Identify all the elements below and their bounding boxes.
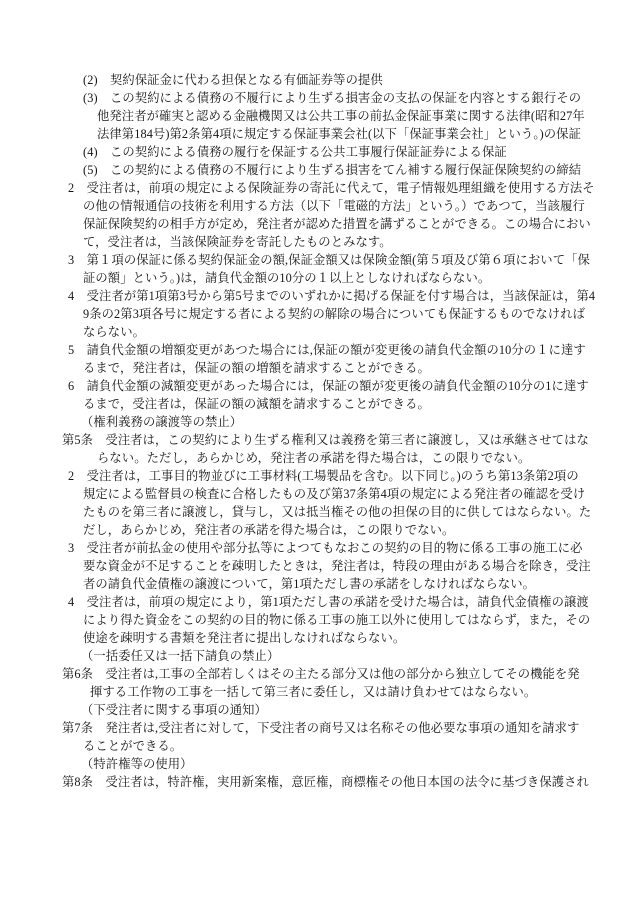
- document-line: 揮する工作物の工事を一括して第三者に委任し，又は請け負わせてはならない。: [90, 685, 537, 699]
- document-line: 者の請負代金債権の譲渡について，第1項ただし書の承諾をしなければならない。: [83, 577, 536, 591]
- document-line: 規定による監督員の検査に合格したもの及び第37条第4項の規定による発注者の確認を受け: [83, 487, 586, 501]
- document-line: ならない。: [83, 325, 145, 339]
- document-line: 法律第184号)第2条第4項に規定する保証事業会社(以下「保証事業会社」という。)の保証: [97, 127, 581, 141]
- document-line: 証の額」という。)は，請負代金額の10分の１以上としなければならない。: [83, 271, 491, 285]
- document-line: だし，あらかじめ，発注者の承諾を得た場合は，この限りでない。: [83, 523, 455, 537]
- document-line: 3 第１項の保証に係る契約保証金の額,保証金額又は保険金額(第５項及び第６項において「保: [68, 253, 590, 267]
- document-line: 4 受注者が第1項第3号から第5号までのいずれかに掲げる保証を付す場合は，当該保証は，第4: [68, 289, 596, 303]
- document-line: 使途を疎明する書類を発注者に提出しなければならない。: [83, 631, 406, 645]
- document-line: の他の情報通信の技術を利用する方法（以下「電磁的方法」という。）であつて，当該履行: [83, 199, 585, 213]
- document-line: （権利義務の譲渡等の禁止）: [81, 415, 243, 429]
- document-line: 4 受注者は，前項の規定により，第1項ただし書の承諾を受けた場合は，請負代金債権の譲渡: [68, 595, 589, 609]
- document-line: (5) この契約による債務の不履行により生ずる損害をてん補する履行保証保険契約の締結: [83, 163, 582, 177]
- document-line: により得た資金をこの契約の目的物に係る工事の施工以外に使用してはならず，また，その: [83, 613, 591, 627]
- document-line: 6 請負代金額の減額変更があった場合には，保証の額が変更後の請負代金額の10分の1に達す: [68, 379, 589, 393]
- document-line: 3 受注者が前払金の使用や部分払等によつてもなおこの契約の目的物に係る工事の施工に必: [68, 541, 583, 555]
- document-line: （一括委任又は一括下請負の禁止）: [81, 649, 280, 663]
- document-line: 保証保険契約の相手方が定め，発注者が認めた措置を講ずることができる。この場合におい: [83, 217, 591, 231]
- document-line: 要な資金が不足することを疎明したときは，発注者は，特段の理由がある場合を除き，受注: [83, 559, 591, 573]
- document-line: 第6条 受注者は,工事の全部若しくはその主たる部分又は他の部分から独立してその機能を発: [62, 667, 580, 681]
- document-line: (2) 契約保証金に代わる担保となる有価証券等の提供: [83, 73, 383, 87]
- document-line: らない。ただし，あらかじめ，発注者の承諾を得た場合は，この限りでない。: [97, 451, 531, 465]
- document-line: て，受注者は，当該保険証券を寄託したものとみなす。: [83, 235, 392, 249]
- document-line: ることができる。: [83, 739, 183, 753]
- document-line: たものを第三者に譲渡し，貸与し，又は抵当権その他の担保の目的に供してはならない。た: [83, 505, 592, 519]
- document-line: (3) この契約による債務の不履行により生ずる損害金の支払の保証を内容とする銀行その: [83, 91, 582, 105]
- document-line: 第7条 発注者は,受注者に対して，下受注者の商号又は名称その他必要な事項の通知を請求す: [62, 721, 580, 735]
- document-line: （特許権等の使用）: [81, 757, 193, 771]
- document-line: （下受注者に関する事項の通知）: [81, 703, 267, 717]
- document-line: るまで，発注者は，保証の額の増額を請求することができる。: [83, 361, 430, 375]
- document-line: 第5条 受注者は，この契約により生ずる権利又は義務を第三者に譲渡し，又は承継させてはな: [62, 433, 589, 447]
- document-line: 2 受注者は，工事目的物並びに工事材料(工場製品を含む。以下同じ。)のうち第13条第2項の: [68, 469, 579, 483]
- document-line: 9条の2第3項各号に規定する者による契約の解除の場合についても保証するものでなければ: [83, 307, 585, 321]
- document-line: 他発注者が確実と認める金融機関又は公共工事の前払金保証事業に関する法律(昭和27年: [97, 109, 585, 123]
- document-line: (4) この契約による債務の履行を保証する公共工事履行保証証券による保証: [83, 145, 507, 159]
- document-text: [62, 71, 596, 791]
- document-line: 5 請負代金額の増額変更があつた場合には,保証の額が変更後の請負代金額の10分の１に達す: [68, 343, 586, 357]
- document-line: 2 受注者は，前項の規定による保険証券の寄託に代えて，電子情報処理組織を使用する方法そ: [68, 181, 595, 195]
- document-line: 第8条 受注者は，特許権，実用新案権，意匠権，商標権その他日本国の法令に基づき保護され: [62, 775, 589, 789]
- document-line: るまで，受注者は，保証の額の減額を請求することができる。: [83, 397, 430, 411]
